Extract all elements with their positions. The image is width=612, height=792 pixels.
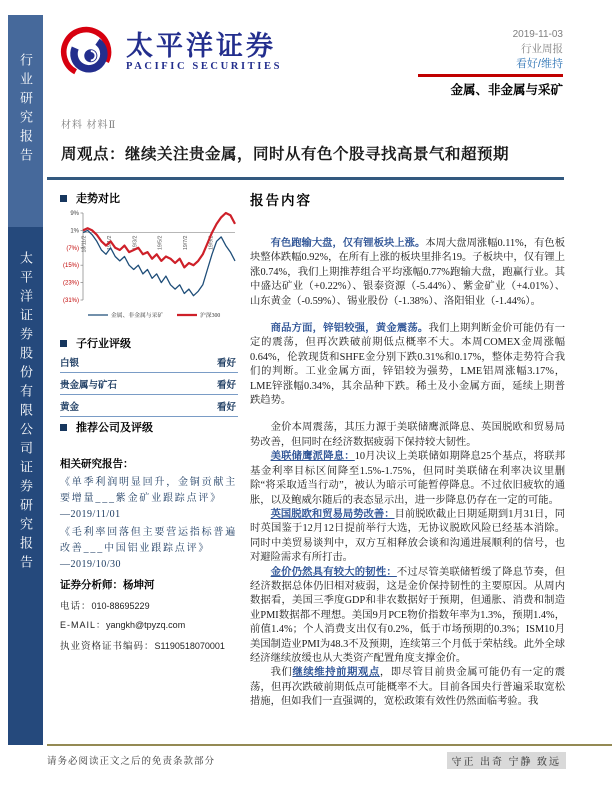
report-type: 行业周报 (521, 43, 563, 55)
x-tick-label: 19/9/2 (208, 235, 215, 251)
brand-name-cn: 太平洋证券 (126, 31, 276, 62)
sub-industry-rating: 看好 (216, 359, 236, 369)
analyst-line (60, 577, 155, 592)
report-title: 《单季利润明显回升，金铜贡献主要增量___紫金矿业跟踪点评》 (60, 477, 237, 504)
paragraph-lead: 继续维持前期观点 (292, 667, 380, 679)
side-banner-bottom (8, 227, 43, 745)
list-item (60, 475, 242, 523)
y-tick-label: 1% (70, 228, 79, 235)
brand-logo (60, 24, 282, 80)
email-label: E-MAIL： (60, 620, 107, 630)
x-tick-label: 19/3/2 (132, 235, 139, 251)
x-tick-label: 19/5/2 (157, 235, 164, 251)
list-item (60, 525, 242, 573)
y-tick-label: 9% (70, 211, 79, 217)
paragraph-lead: 金价仍然具有较大的韧性： (270, 566, 397, 578)
table-row (60, 395, 238, 417)
section-trend-label: 走势对比 (76, 193, 120, 205)
industry-category: 材料 材料Ⅱ (61, 120, 117, 131)
y-tick-label: (15%) (62, 263, 79, 270)
trend-chart (56, 208, 240, 324)
phone-label: 电话： (60, 602, 92, 612)
legend-label-0: 金属、非金属与采矿 (111, 313, 164, 319)
report-paragraph: 英国脱欧和贸易局势改善：目前脱欧截止日期延期到1月31日，同时英国鉴于12月12日提前举行大选，无协议脱欧风险已经基本消除。同时中美贸易谈判中，双方互相释放会谈和沟通进展顺利的信号，也对避险需求有所打击。 (250, 508, 565, 564)
related-reports-list (60, 475, 242, 573)
x-tick-label: 18/11/2 (81, 235, 88, 253)
content-heading: 报告内容 (250, 193, 312, 208)
paragraph-lead: 商品方面，锌铝较强，黄金震荡。 (270, 323, 429, 335)
section-trend (60, 190, 120, 206)
side-banner-top-label: 行业研究报告 (18, 53, 33, 167)
industry-name: 金属、非金属与采矿 (450, 83, 563, 97)
cert-line (60, 638, 225, 652)
industry-rating: 看好/维持 (515, 58, 563, 70)
email-line (60, 618, 185, 631)
paragraph-lead: 美联储鹰派降息： (270, 451, 355, 463)
square-bullet-icon (60, 424, 67, 431)
title-divider (47, 177, 564, 180)
report-paragraph: 我们继续维持前期观点，即尽管目前贵金属可能仍有一定的震荡，但再次跌破前期低点可能概率不大。目前各国央行普遍采取宽松措施，但如我们一直强调的，宽松政策有效性仍然面临考验。我 (250, 667, 566, 708)
header-meta (513, 27, 563, 72)
report-paragraph: 有色跑输大盘，仅有锂板块上涨。本周大盘周涨幅0.11%，有色板块整体跌幅0.92%，在所有上涨的板块里排名19。子板块中，仅有锂上涨0.74%，我们上期推荐组合平均涨幅0.77%跑输大盘，跑赢行业。其中盛达矿业（+0.22%）、银泰资源（-5.44%）、紫金矿业（+4.01%）、山东黄金（-0.59%）、锡业股份（-1.38%）、洛阳钼业（-1.44%）。 (250, 238, 566, 307)
sub-industry-rating: 看好 (216, 381, 236, 391)
square-bullet-icon (60, 195, 67, 202)
brand-name-en: PACIFIC SECURITIES (126, 60, 283, 72)
cert-label: 执业资格证书编码： (60, 642, 155, 652)
footer-disclaimer: 请务必阅读正文之后的免责条款部分 (47, 757, 216, 767)
report-date: —2019/11/01 (60, 509, 121, 520)
paragraph-lead: 英国脱欧和贸易局势改善： (270, 508, 395, 520)
section-recommend-label: 推荐公司及评级 (76, 422, 153, 434)
related-reports (60, 456, 242, 575)
table-row (60, 351, 238, 373)
report-date: 2019-11-03 (512, 29, 563, 40)
y-tick-label: (23%) (62, 280, 79, 287)
phone-line (60, 598, 150, 612)
x-tick-label: 19/7/2 (183, 235, 190, 251)
sub-industry-name: 贵金属与矿石 (60, 381, 118, 391)
paragraph-prefix: 我们 (270, 667, 293, 679)
analyst-name: 杨坤河 (123, 580, 155, 591)
phone-value: 010-88695229 (91, 601, 150, 611)
sub-industry-name: 白银 (60, 359, 80, 369)
y-tick-label: (31%) (62, 298, 79, 304)
page-title: 周观点：继续关注贵金属，同时从有色个股寻找高景气和超预期 (61, 146, 510, 163)
section-sub-rating-label: 子行业评级 (76, 338, 131, 350)
footer-motto: 守正 出奇 宁静 致远 (447, 752, 567, 769)
report-paragraph: 美联储鹰派降息：10月决议上美联储如期降息25个基点，将联邦基金利率目标区间降至1.5%-1.75%，但同时美联储在利率决议里删除“将采取适当行动”，被认为暗示可能暂停降息。不过依旧疲软的通胀，以及鲍威尔随后的表态显示出，进一步降息仍存在一定的可能。 (250, 451, 566, 506)
report-paragraph: 金价仍然具有较大的韧性：不过尽管美联储暂缓了降息节奏，但经济数据总体仍旧相对疲弱，这是金价保持韧性的主要原因。从周内数据看，美国三季度GDP和非农数据好于预期，但通胀、消费和制造业PMI数据都不理想。美国9月PCE物价指数年率为1.3%，预期1.4%，前值1.4%；个人消费支出仅有0.2%，低于市场预期的0.3%；ISM10月美国制造业PMI为48.3不及预期，连续第三个月低于荣枯线。此外全球经济继续放缓也从大类资产配置角度支撑金价。 (250, 566, 566, 664)
cert-value: S1190518070001 (154, 641, 225, 651)
square-bullet-icon (60, 340, 67, 347)
trend-chart-box (56, 208, 240, 324)
report-paragraph: 商品方面，锌铝较强，黄金震荡。我们上期判断金价可能仍有一定的震荡，但再次跌破前期低点概率不大。本周COMEX金周涨幅0.64%，伦敦现货和SHFE金分别下跌0.31%和0.17%，整体走势符合我们的判断。工业金属方面，锌铝较为强势，LME铝周涨幅3.17%，LME锌涨幅0.34%，其余品种下跌。稀土及小金属方面，延续上期普跌趋势。 (250, 323, 566, 407)
footer-divider (47, 744, 612, 746)
related-reports-title: 相关研究报告： (60, 459, 134, 470)
paragraph-lead: 有色跑输大盘，仅有锂板块上涨。 (270, 238, 426, 249)
sub-industry-name: 黄金 (60, 403, 80, 413)
analyst-label: 证券分析师： (60, 580, 123, 591)
report-paragraph: 金价本周震荡，其压力源于美联储鹰派降息、英国脱欧和贸易局势改善，但同时在经济数据疲弱下保持较大韧性。 (250, 422, 565, 448)
pacific-securities-logo-icon (60, 24, 116, 80)
side-banner-bottom-label: 太平洋证券股份有限公司证券研究报告 (18, 251, 33, 574)
section-sub-rating (60, 335, 131, 351)
x-tick-label: 19/1/2 (107, 235, 114, 251)
report-title: 《毛利率回落但主要营运指标普遍改善___中国铝业跟踪点评》 (60, 527, 237, 554)
header-red-rule (418, 74, 563, 77)
legend-label-1: 沪深300 (200, 313, 221, 319)
sub-industry-rating: 看好 (216, 403, 236, 413)
report-paragraphs (250, 210, 565, 710)
report-date: —2019/10/30 (60, 559, 122, 570)
side-banner-top (8, 15, 43, 227)
sub-rating-table (60, 351, 238, 417)
section-recommend (60, 419, 153, 435)
y-tick-label: (7%) (66, 245, 79, 252)
table-row (60, 373, 238, 395)
email-value: yangkh@tpyzq.com (106, 620, 186, 630)
